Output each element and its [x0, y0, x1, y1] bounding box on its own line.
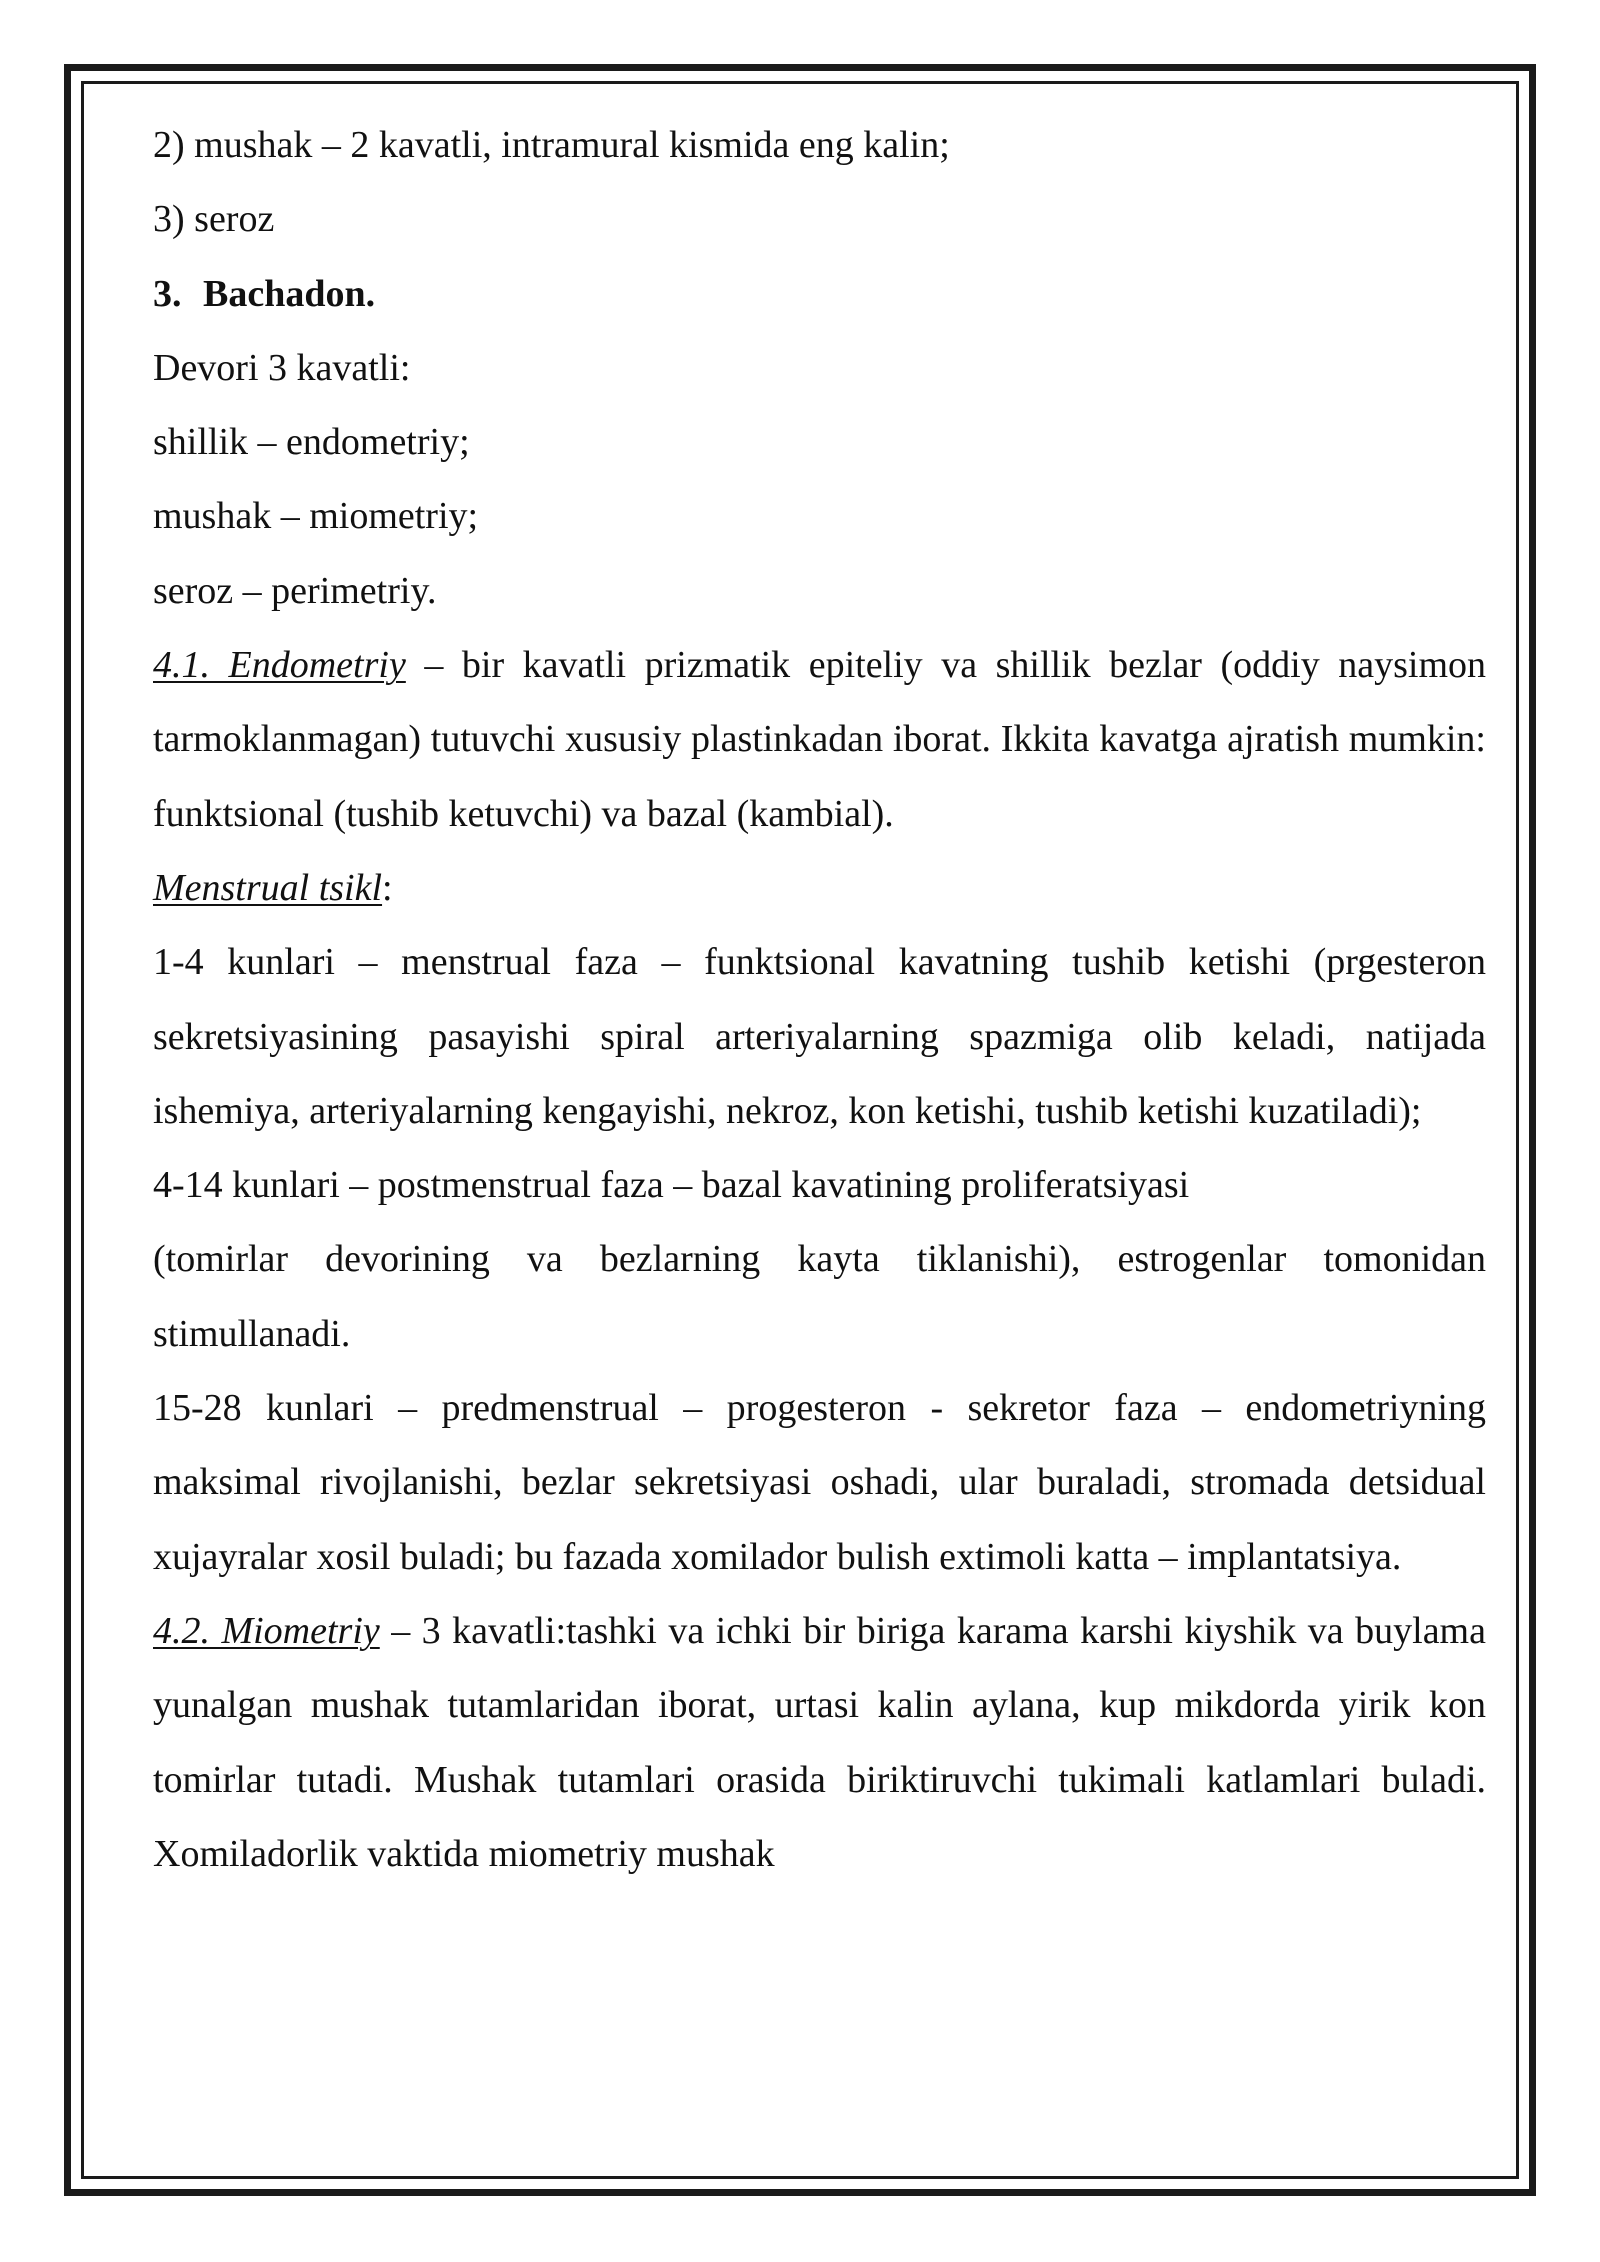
paragraph-endometrium	[153, 628, 1486, 851]
menstrual-cycle-colon: :	[382, 866, 393, 909]
term-endometrium: 4.1. Endometriy	[153, 644, 406, 687]
term-menstrual-cycle: Menstrual tsikl	[153, 866, 383, 909]
wall-layer-mucous: shillik – endometriy;	[153, 421, 470, 464]
wall-layer-serous: seroz – perimetriy.	[153, 569, 437, 612]
endometrium-text: – bir kavatli prizmatik epiteliy va shillik bezlar (oddiy naysimon tarmoklanmagan) tutuvchi xususiy plastinkadan iborat. Ikkita kavatga ajratish mumkin: funktsional (tushib ketuvchi) va bazal (kambial).	[153, 644, 1487, 835]
list-item-serous-layer: 3) seroz	[153, 198, 275, 241]
section-heading-uterus	[153, 257, 1486, 331]
phase-premenstrual: 15-28 kunlari – predmenstrual – progesteron - sekretor faza – endometriyning maksimal rivojlanishi, bezlar sekretsiyasi oshadi, ular buraladi, stromada detsidual xujayralar xosil buladi; bu fazada xomilador bulish extimoli katta – implantatsiya.	[153, 1387, 1486, 1578]
list-item-muscle-layer: 2) mushak – 2 kavatli, intramural kismida eng kalin;	[153, 124, 950, 166]
phase-postmenstrual-line2: (tomirlar devorining va bezlarning kayta tiklanishi), estrogenlar tomonidan stimullanadi.	[153, 1238, 1486, 1355]
menstrual-cycle-heading	[153, 851, 1486, 925]
myometrium-text: – 3 kavatli:tashki va ichki bir biriga karama karshi kiyshik va buylama yunalgan mushak tutamlaridan iborat, urtasi kalin aylana, kup mikdorda yirik kon tomirlar tutadi. Mushak tutamlari orasida biriktiruvchi tukimali katlamlari buladi. Xomiladorlik vaktida miometriy mushak	[153, 1609, 1486, 1875]
document-body	[153, 108, 1486, 1891]
section-title: Bachadon.	[203, 272, 376, 315]
paragraph-myometrium	[153, 1594, 1486, 1891]
wall-intro: Devori 3 kavatli:	[153, 346, 411, 389]
wall-layer-muscle: mushak – miometriy;	[153, 495, 479, 538]
phase-menstrual: 1-4 kunlari – menstrual faza – funktsional kavatning tushib ketishi (prgesteron sekretsiyasining pasayishi spiral arteriyalarning spazmiga olib keladi, natijada ishemiya, arteriyalarning kengayishi, nekroz, kon ketishi, tushib ketishi kuzatiladi);	[153, 941, 1486, 1132]
phase-postmenstrual-line1: 4-14 kunlari – postmenstrual faza – bazal kavatining proliferatsiyasi	[153, 1164, 1190, 1207]
section-number: 3.	[153, 272, 182, 315]
term-myometrium: 4.2. Miometriy	[153, 1609, 380, 1652]
